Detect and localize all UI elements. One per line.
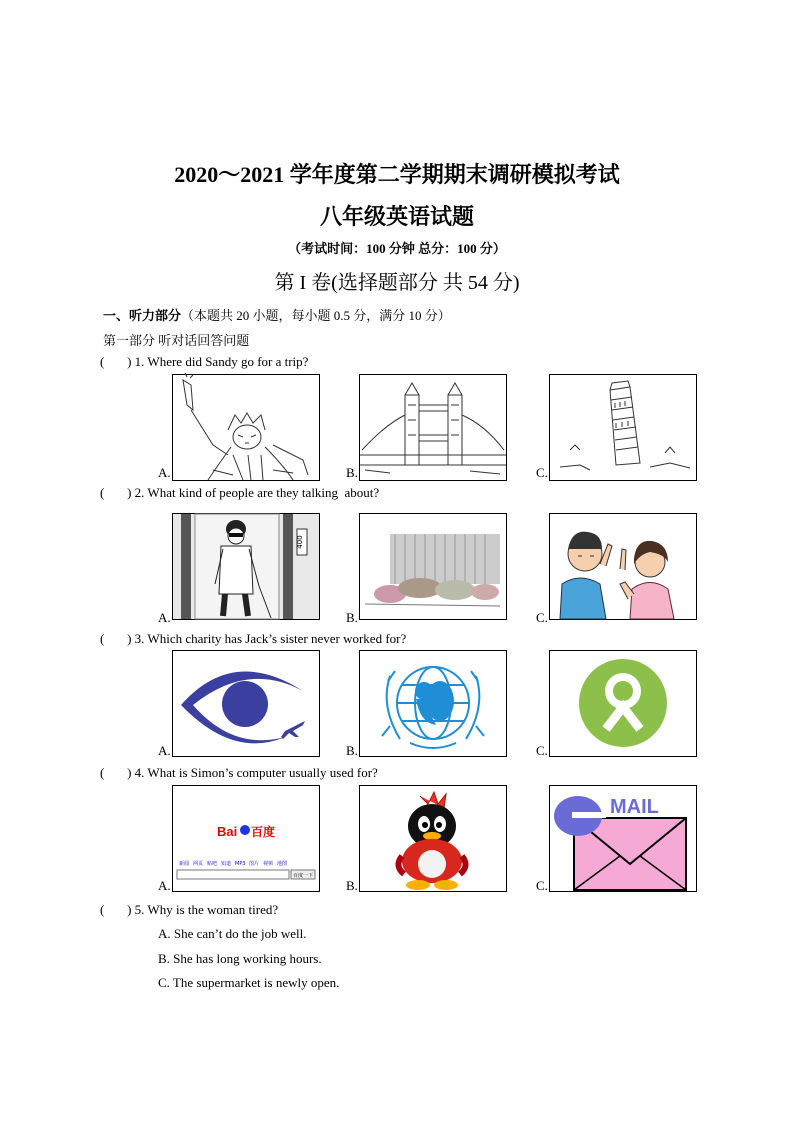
blind-man-image[interactable]	[172, 513, 320, 620]
answer-option[interactable]: A. She can’t do the job well.	[158, 926, 307, 941]
answer-paren[interactable]: ( )	[100, 485, 132, 500]
option-label: C.	[536, 878, 548, 893]
option-label: A.	[158, 743, 171, 758]
baidu-search-page-image[interactable]	[172, 785, 320, 892]
door-sign: 400	[296, 535, 304, 549]
option-label: C.	[536, 743, 548, 758]
section-note: （本题共 20 小题，每小题 0.5 分，满分 10 分）	[181, 308, 451, 323]
option-label: A.	[158, 610, 171, 625]
question-5	[100, 902, 278, 918]
option-label: C.	[536, 465, 548, 480]
section-heading	[103, 305, 451, 324]
volume-title: 第 I 卷(选择题部分 共 54 分)	[274, 272, 520, 294]
answer-paren[interactable]: ( )	[100, 765, 132, 780]
question-1	[100, 354, 308, 370]
section-heading-label: 一、听力部分	[103, 308, 182, 323]
answer-paren[interactable]: ( )	[100, 902, 132, 917]
exam-title: 2020～2021 学年度第二学期期末调研模拟考试	[174, 162, 620, 187]
question-text: 2. What kind of people are they talking about?	[134, 485, 380, 500]
baidu-logo-cn: 百度	[251, 825, 276, 839]
baidu-logo-bai: Bai	[217, 824, 238, 839]
oxfam-logo-image[interactable]	[549, 650, 697, 757]
baidu-tab: 地图	[277, 861, 288, 867]
baidu-tab: MP3	[235, 861, 246, 867]
question-2	[100, 485, 379, 501]
unicef-logo-image[interactable]	[359, 650, 507, 757]
baidu-search-button: 百度一下	[292, 873, 314, 879]
email-text: MAIL	[610, 796, 659, 818]
leaning-tower-of-pisa-image[interactable]	[549, 374, 697, 481]
answer-option[interactable]: B. She has long working hours.	[158, 951, 322, 966]
baidu-tab: 网页	[193, 861, 204, 867]
email-e-letter: e	[450, 686, 451, 687]
baidu-tab: 贴吧	[207, 861, 218, 867]
option-label: B.	[346, 743, 358, 758]
question-3	[100, 631, 406, 647]
baidu-tab: 知道	[221, 861, 232, 867]
tower-bridge-image[interactable]	[359, 374, 507, 481]
baidu-tab: 图片	[249, 861, 260, 867]
option-label: C.	[536, 610, 548, 625]
question-text: 1. Where did Sandy go for a trip?	[134, 354, 309, 369]
question-4	[100, 765, 378, 781]
baidu-tab: 视频	[263, 861, 274, 867]
deaf-couple-signing-image[interactable]	[549, 513, 697, 620]
homeless-people-image[interactable]	[359, 513, 507, 620]
orbis-eye-logo-image[interactable]	[172, 650, 320, 757]
question-text: 3. Which charity has Jack’s sister never worked for?	[134, 631, 407, 646]
email-envelope-image[interactable]	[450, 686, 697, 892]
question-text: 4. What is Simon’s computer usually used for?	[134, 765, 378, 780]
answer-option[interactable]: C. The supermarket is newly open.	[158, 975, 340, 990]
baidu-tab: 新闻	[179, 861, 190, 867]
statue-of-liberty-image[interactable]	[172, 374, 320, 481]
question-text: 5. Why is the woman tired?	[134, 902, 279, 917]
option-label: A.	[158, 465, 171, 480]
option-label: B.	[346, 610, 358, 625]
answer-paren[interactable]: ( )	[100, 354, 132, 369]
exam-info: （考试时间：100 分钟 总分：100 分）	[288, 241, 506, 256]
option-label: A.	[158, 878, 171, 893]
option-label: B.	[346, 878, 358, 893]
answer-paren[interactable]: ( )	[100, 631, 132, 646]
part-heading: 第一部分 听对话回答问题	[103, 333, 250, 348]
qq-penguin-image[interactable]	[359, 785, 507, 892]
option-label: B.	[346, 465, 358, 480]
exam-subtitle: 八年级英语试题	[319, 204, 474, 229]
